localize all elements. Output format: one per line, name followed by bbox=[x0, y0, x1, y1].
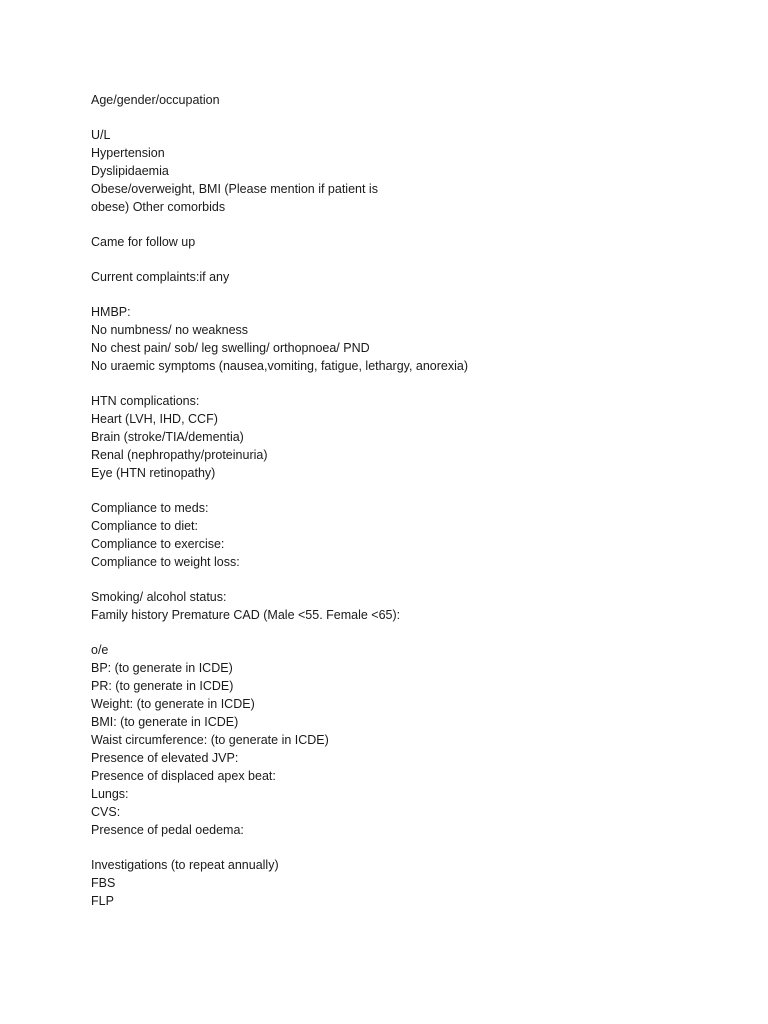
text-line: FBS bbox=[91, 876, 116, 890]
text-line: Dyslipidaemia bbox=[91, 164, 169, 178]
paragraph bbox=[91, 303, 691, 375]
text-line: BP: (to generate in ICDE) bbox=[91, 661, 233, 675]
text-line: U/L bbox=[91, 128, 111, 142]
text-line: No uraemic symptoms (nausea,vomiting, fatigue, lethargy, anorexia) bbox=[91, 359, 469, 373]
text-line: No numbness/ no weakness bbox=[91, 323, 249, 337]
text-line: PR: (to generate in ICDE) bbox=[91, 679, 234, 693]
text-line: Obese/overweight, BMI (Please mention if patient is bbox=[91, 182, 378, 196]
text-line: Smoking/ alcohol status: bbox=[91, 590, 227, 604]
paragraph bbox=[91, 392, 691, 482]
paragraph-gap bbox=[91, 624, 691, 641]
text-line: Brain (stroke/TIA/dementia) bbox=[91, 430, 244, 444]
paragraph bbox=[91, 126, 691, 216]
paragraph bbox=[91, 91, 691, 109]
text-line: Came for follow up bbox=[91, 235, 196, 249]
text-line: Hypertension bbox=[91, 146, 165, 160]
text-line: Waist circumference: (to generate in ICDE) bbox=[91, 733, 329, 747]
text-line: Investigations (to repeat annually) bbox=[91, 858, 279, 872]
text-line: CVS: bbox=[91, 805, 121, 819]
paragraph-gap bbox=[91, 482, 691, 499]
paragraph-gap bbox=[91, 375, 691, 392]
text-line: Presence of pedal oedema: bbox=[91, 823, 244, 837]
text-line: Presence of displaced apex beat: bbox=[91, 769, 276, 783]
text-line: Compliance to meds: bbox=[91, 501, 209, 515]
text-line: o/e bbox=[91, 643, 109, 657]
text-line: Current complaints:if any bbox=[91, 270, 230, 284]
text-line: Compliance to diet: bbox=[91, 519, 199, 533]
text-line: Family history Premature CAD (Male <55. Female <65): bbox=[91, 608, 401, 622]
text-line: Weight: (to generate in ICDE) bbox=[91, 697, 255, 711]
text-line: Age/gender/occupation bbox=[91, 93, 220, 107]
paragraph bbox=[91, 856, 691, 910]
paragraph bbox=[91, 499, 691, 571]
text-line: Heart (LVH, IHD, CCF) bbox=[91, 412, 218, 426]
paragraph-gap bbox=[91, 286, 691, 303]
paragraph-gap bbox=[91, 839, 691, 856]
text-line: HTN complications: bbox=[91, 394, 200, 408]
paragraph bbox=[91, 268, 691, 286]
text-line: Lungs: bbox=[91, 787, 129, 801]
text-line: Renal (nephropathy/proteinuria) bbox=[91, 448, 268, 462]
paragraph bbox=[91, 641, 691, 839]
text-line: FLP bbox=[91, 894, 114, 908]
paragraph-gap bbox=[91, 571, 691, 588]
text-line: Compliance to weight loss: bbox=[91, 555, 240, 569]
text-line: Eye (HTN retinopathy) bbox=[91, 466, 216, 480]
text-line: No chest pain/ sob/ leg swelling/ orthopnoea/ PND bbox=[91, 341, 370, 355]
paragraph bbox=[91, 233, 691, 251]
text-line: Compliance to exercise: bbox=[91, 537, 225, 551]
paragraph-gap bbox=[91, 109, 691, 126]
text-line: obese) Other comorbids bbox=[91, 200, 226, 214]
paragraph-gap bbox=[91, 216, 691, 233]
paragraph bbox=[91, 588, 691, 624]
text-line: HMBP: bbox=[91, 305, 131, 319]
text-line: Presence of elevated JVP: bbox=[91, 751, 239, 765]
document-body bbox=[91, 91, 691, 910]
text-line: BMI: (to generate in ICDE) bbox=[91, 715, 239, 729]
paragraph-gap bbox=[91, 251, 691, 268]
